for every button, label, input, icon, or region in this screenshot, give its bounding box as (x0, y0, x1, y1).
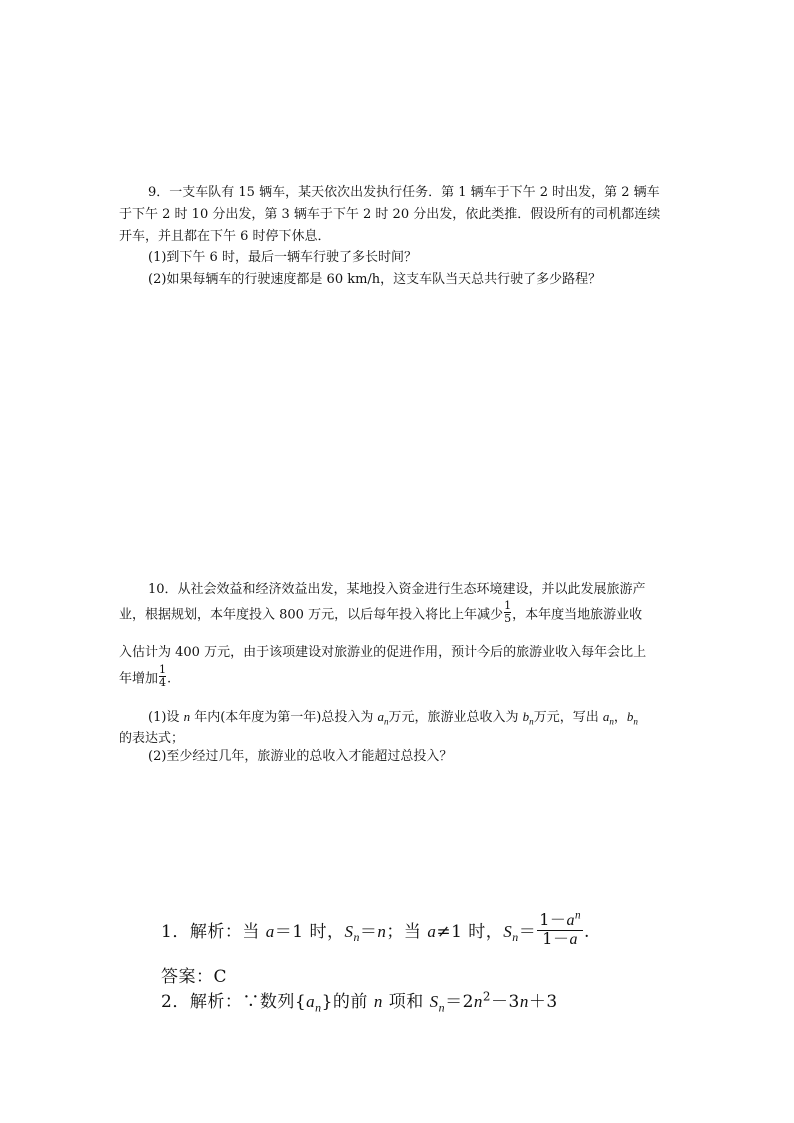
text: 1．解析：当 (161, 921, 266, 942)
q9-line-3: 开车，并且都在下午 6 时停下休息． (119, 229, 331, 244)
text: . (584, 921, 590, 942)
q9-line-2: 于下午 2 时 10 分出发，第 3 辆车于下午 2 时 20 分出发，依此类推．假设所有的司机都连续 (119, 207, 661, 222)
q10-part-1-cont: 的表达式； (119, 731, 185, 746)
var-n: n (473, 992, 483, 1011)
subscript-n: n (353, 930, 360, 945)
q9-part-1: (1)到下午 6 时，最后一辆车行驶了多长时间？ (148, 250, 417, 265)
var-n: n (183, 709, 191, 724)
text: 1－ (542, 928, 570, 948)
text: －3 (491, 992, 520, 1012)
text: ；当 (386, 921, 428, 942)
fraction-denominator: 4 (159, 675, 167, 689)
q10-line-2-pre: 业，根据规划，本年度投入 800 万元，以后每年投入将比上年减少 (119, 607, 504, 623)
fraction-one-quarter (159, 664, 166, 688)
var-a: a (602, 709, 610, 724)
var-b: b (522, 709, 530, 724)
var-S: S (429, 992, 439, 1011)
text: 年内(本年度为第一年)总投入为 (190, 710, 378, 725)
answer-1: 答案：C (161, 967, 228, 987)
text: ＝ (359, 921, 378, 942)
subscript-n: n (633, 716, 638, 727)
text: ＝1 时， (274, 921, 345, 942)
q10-line-3: 入估计为 400 万元，由于该项建设对旅游业的促进作用，预计今后的旅游业收入每年会比上 (119, 645, 647, 660)
text: }的前 (321, 992, 374, 1012)
var-a: a (427, 921, 437, 941)
text: (1)设 (148, 710, 184, 725)
var-a: a (566, 912, 575, 929)
text: 项和 (382, 992, 430, 1012)
text: 万元，写出 (533, 710, 603, 725)
fraction-numerator: 1 (504, 599, 512, 612)
fraction-one-fifth (504, 600, 511, 624)
var-S: S (503, 921, 513, 941)
q10-line-2 (119, 599, 643, 627)
var-b: b (626, 709, 634, 724)
subscript-n: n (383, 716, 389, 727)
fraction-denominator: 5 (504, 611, 512, 625)
q10-line-2-post: ，本年度当地旅游业收 (512, 607, 643, 623)
subscript-n: n (315, 1000, 322, 1015)
text: ≠1 时， (436, 921, 504, 942)
text: 1－ (539, 910, 567, 929)
var-a: a (377, 709, 384, 724)
text: 2．解析：∵数列{ (161, 992, 307, 1012)
var-n: n (519, 992, 529, 1011)
var-n: n (373, 992, 383, 1011)
q10-line-4-post: . (167, 671, 172, 687)
q10-part-1 (148, 706, 638, 725)
q9-part-2: (2)如果每辆车的行驶速度都是 60 km/h，这支车队当天总共行驶了多少路程？ (148, 272, 602, 287)
var-a: a (306, 992, 316, 1011)
text: ＝2 (445, 992, 474, 1012)
text: ＋3 (528, 992, 558, 1012)
subscript-n: n (609, 716, 614, 727)
fraction-denominator (537, 930, 583, 949)
var-n: n (377, 921, 387, 941)
text: ＝ (518, 921, 537, 942)
q10-line-4 (119, 663, 172, 691)
solution-2 (161, 987, 558, 1015)
q10-line-1: 10．从社会效益和经济效益出发，某地投入资金进行生态环境建设，并以此发展旅游产 (148, 582, 646, 597)
q9-line-1: 9．一支车队有 15 辆车，某天依次出发执行任务．第 1 辆车于下午 2 时出发，第 2 辆车 (148, 185, 660, 200)
superscript-n: n (574, 909, 582, 922)
var-S: S (344, 921, 354, 941)
q10-line-4-pre: 年增加 (119, 671, 159, 687)
text: 万元，旅游业总收入为 (388, 710, 523, 725)
subscript-n: n (512, 930, 519, 945)
fraction-numerator: 1 (159, 663, 167, 676)
fraction-numerator (537, 909, 583, 930)
fraction-sum-formula (537, 909, 583, 949)
subscript-n: n (438, 1000, 446, 1015)
q10-part-2: (2)至少经过几年，旅游业的总收入才能超过总投入？ (148, 749, 453, 764)
var-a: a (569, 930, 578, 948)
subscript-n: n (529, 716, 534, 727)
solution-1 (161, 909, 590, 951)
superscript-2: 2 (482, 989, 491, 1004)
text: ， (613, 710, 627, 725)
var-a: a (265, 921, 275, 941)
